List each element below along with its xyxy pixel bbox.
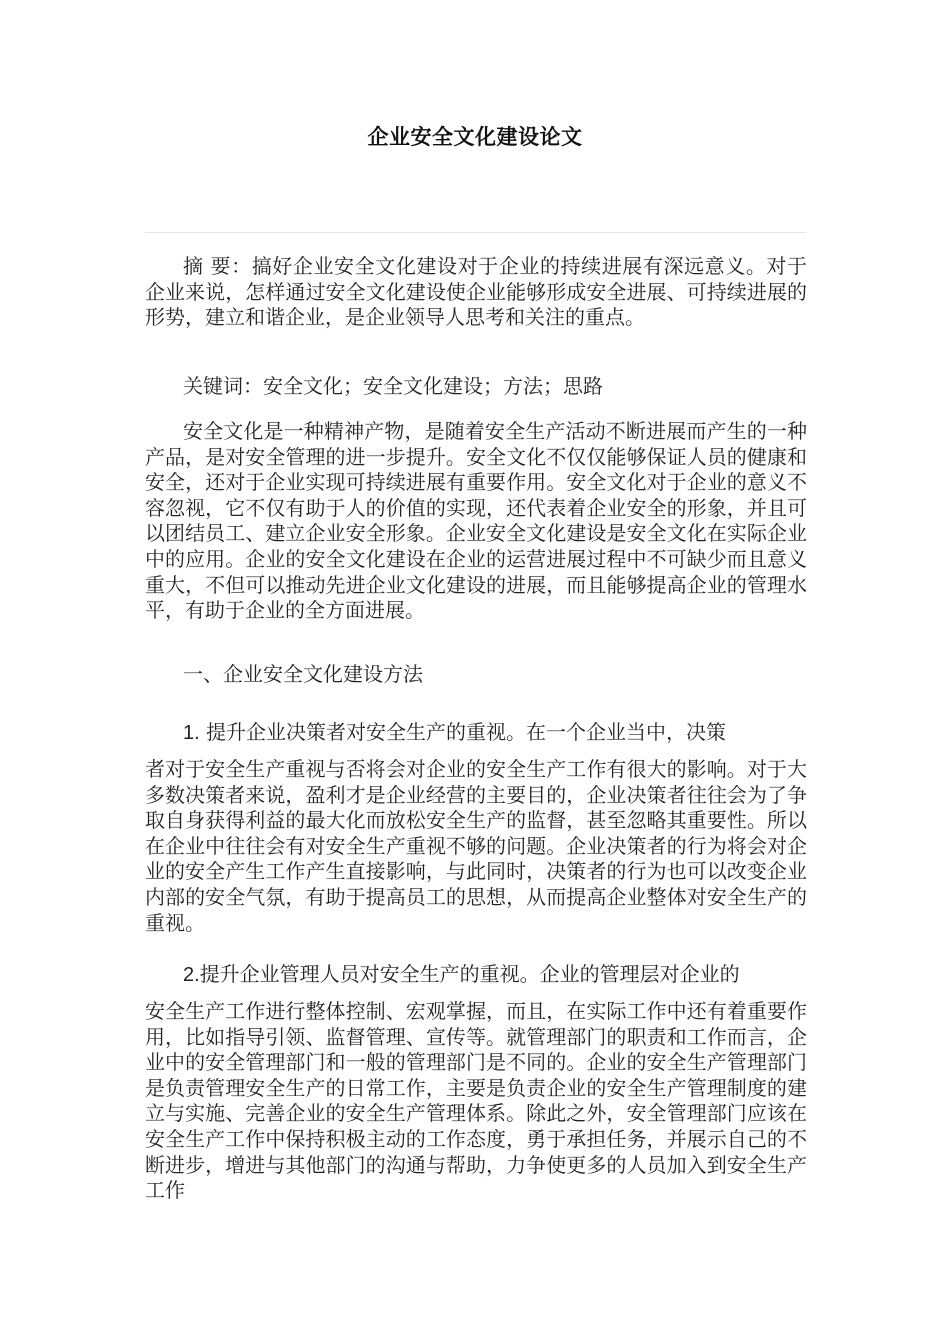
abstract-paragraph: 摘 要：搞好企业安全文化建设对于企业的持续进展有深远意义。对于企业来说，怎样通过安全文化建设使企业能够形成安全进展、可持续进展的形势，建立和谐企业，是企业领导人思考和关注的重点。 [145,254,807,330]
item-1-first-line [183,720,726,747]
item-1-paragraph: 者对于安全生产重视与否将会对企业的安全生产工作有很大的影响。对于大多数决策者来说，盈利才是企业经营的主要目的，企业决策者往往会为了争取自身获得利益的最大化而放松安全生产的监督，甚至忽略其重要性。所以在企业中往往会有对安全生产重视不够的问题。企业决策者的行为将会对企业的安全产生工作产生直接影响，与此同时，决策者的行为也可以改变企业内部的安全气氛，有助于提高员工的思想，从而提高企业整体对安全生产的重视。 [145,757,807,935]
item-1-number: 1. [183,722,200,744]
intro-paragraph: 安全文化是一种精神产物，是随着安全生产活动不断进展而产生的一种产品，是对安全管理的进一步提升。安全文化不仅仅能够保证人员的健康和安全，还对于企业实现可持续进展有重要作用。安全文化对于企业的意义不容忽视，它不仅有助于人的价值的实现，还代表着企业安全的形象，并且可以团结员工、建立企业安全形象。企业安全文化建设是安全文化在实际企业中的应用。企业的安全文化建设在企业的运营进展过程中不可缺少而且意义重大，不但可以推动先进企业文化建设的进展，而且能够提高企业的管理水平，有助于企业的全方面进展。 [145,419,807,623]
item-2-number: 2. [183,964,200,986]
document-title: 企业安全文化建设论文 [367,124,583,149]
item-2-lead-text: 提升企业管理人员对安全生产的重视。企业的管理层对企业的 [199,962,740,986]
section-heading-1: 一、企业安全文化建设方法 [183,662,423,686]
item-1-lead-text: 提升企业决策者对安全生产的重视。在一个企业当中，决策 [206,720,727,744]
header-divider [145,232,806,233]
keywords-line: 关键词：安全文化；安全文化建设；方法；思路 [183,374,603,398]
item-2-first-line [183,962,740,989]
item-2-paragraph: 安全生产工作进行整体控制、宏观掌握，而且，在实际工作中还有着重要作用，比如指导引领、监督管理、宣传等。就管理部门的职责和工作而言，企业中的安全管理部门和一般的管理部门是不同的。企业的安全生产管理部门是负责管理安全生产的日常工作，主要是负责企业的安全生产管理制度的建立与实施、完善企业的安全生产管理体系。除此之外，安全管理部门应该在安全生产工作中保持积极主动的工作态度，勇于承担任务，并展示自己的不断进步，增进与其他部门的沟通与帮助，力争使更多的人员加入到安全生产工作 [145,999,807,1203]
